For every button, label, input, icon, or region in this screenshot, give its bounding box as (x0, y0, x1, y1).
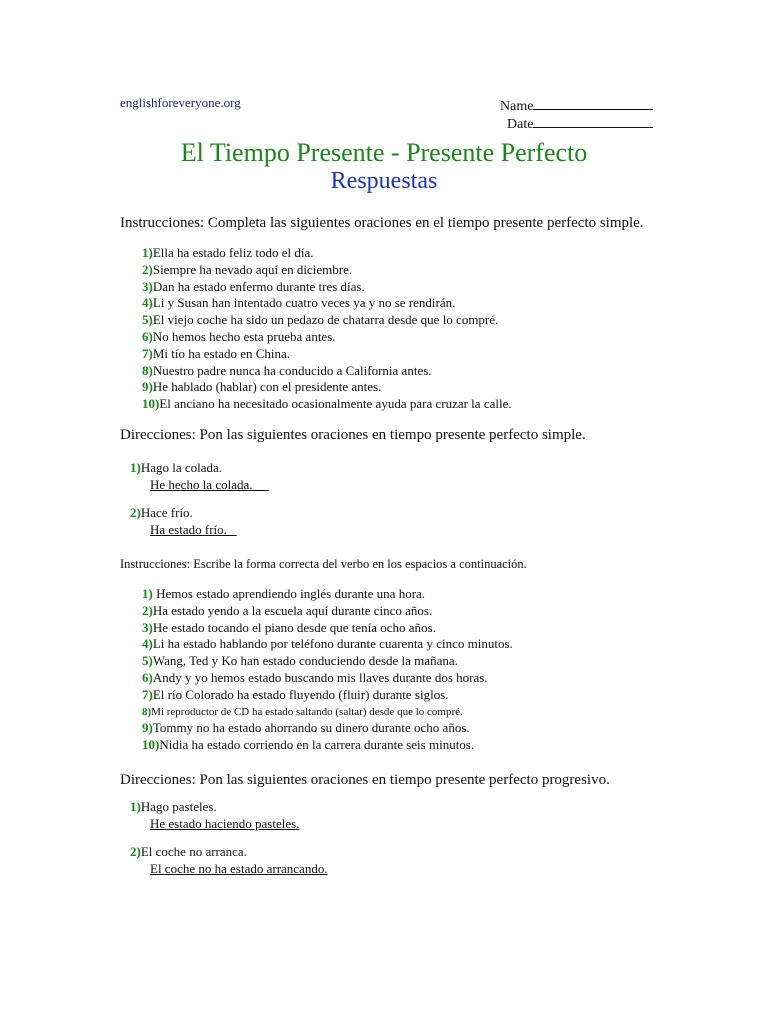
list-item (142, 670, 513, 687)
exercise-answer: Ha estado frío. (150, 521, 237, 537)
item-text: Ella ha estado feliz todo el día. (152, 245, 314, 260)
item-number: 5) (142, 653, 153, 669)
exercise-item (130, 505, 269, 538)
item-text: He hablado (hablar) con el presidente antes. (152, 379, 382, 395)
list-item (142, 396, 512, 413)
exercise-prompt (130, 799, 328, 816)
list-item (142, 329, 512, 346)
item-number: 7) (142, 686, 153, 702)
list-item (142, 312, 512, 329)
section1-list (142, 245, 512, 413)
item-text: Nidia ha estado corriendo en la carrera durante seis minutos. (159, 737, 475, 753)
list-item (142, 603, 513, 620)
item-number: 8) (142, 362, 153, 378)
list-item (142, 636, 513, 653)
item-text: Ha estado yendo a la escuela aquí durante cinco años. (152, 602, 433, 618)
item-text: Hemos estado aprendiendo inglés durante una hora. (152, 586, 426, 601)
list-item (142, 620, 513, 637)
item-number: 1) (130, 799, 141, 814)
section4-instructions: Direcciones: Pon las siguientes oraciones en tiempo presente perfecto progresivo. (120, 772, 610, 788)
item-number: 3) (142, 278, 153, 294)
item-text: El río Colorado ha estado fluyendo (fluir) durante siglos. (152, 686, 449, 702)
prompt-text: Hace frío. (140, 505, 193, 520)
item-number: 8) (142, 705, 152, 718)
page-subtitle: Respuestas (330, 168, 438, 194)
list-item (142, 704, 513, 721)
item-text: Li ha estado hablando por teléfono durante cuarenta y cinco minutos. (152, 636, 513, 652)
section3-instructions: Instrucciones: Escribe la forma correcta del verbo en los espacios a continuación. (120, 557, 527, 571)
item-number: 5) (142, 312, 153, 328)
prompt-text: El coche no arranca. (140, 844, 247, 859)
item-number: 1) (142, 586, 153, 601)
exercise-prompt (130, 844, 328, 861)
page-title: El Tiempo Presente - Presente Perfecto (180, 138, 588, 167)
item-number: 4) (142, 295, 153, 311)
item-text: Mi tío ha estado en China. (152, 345, 291, 361)
item-number: 6) (142, 328, 153, 344)
date-line (500, 115, 653, 133)
item-number: 10) (142, 396, 160, 412)
item-number: 1) (130, 460, 141, 475)
item-number: 2) (130, 505, 141, 520)
item-text: El viejo coche ha sido un pedazo de chatarra desde que lo compré. (152, 312, 499, 328)
prompt-text: Hago pasteles. (140, 799, 217, 814)
exercise-prompt (130, 460, 269, 477)
item-number: 2) (142, 602, 153, 618)
list-item (142, 245, 512, 262)
item-text: Wang, Ted y Ko han estado conduciendo desde la mañana. (152, 653, 458, 669)
item-number: 7) (142, 345, 153, 361)
list-item (142, 295, 512, 312)
item-number: 2) (130, 844, 141, 859)
date-label: Date (507, 117, 534, 132)
name-date-box (500, 97, 653, 133)
item-number: 3) (142, 619, 153, 635)
item-text: No hemos hecho esta prueba antes. (152, 328, 336, 344)
list-item (142, 262, 512, 279)
item-number: 2) (142, 261, 153, 277)
list-item (142, 586, 513, 603)
section2-exercises (130, 460, 269, 538)
list-item (142, 346, 512, 363)
item-text: Li y Susan han intentado cuatro veces ya y no se rendirán. (152, 295, 456, 311)
item-text: El anciano ha necesitado ocasionalmente ayuda para cruzar la calle. (159, 396, 512, 412)
name-line (500, 97, 653, 115)
site-url: englishforeveryone.org (120, 95, 241, 110)
section2-instructions: Direcciones: Pon las siguientes oraciones en tiempo presente perfecto simple. (120, 427, 586, 443)
list-item (142, 687, 513, 704)
name-label: Name (500, 99, 534, 114)
item-text: Dan ha estado enfermo durante tres días. (152, 278, 365, 294)
exercise-answer: He hecho la colada. (150, 476, 269, 492)
list-item (142, 737, 513, 754)
item-text: He estado tocando el piano desde que tenía ocho años. (152, 619, 436, 635)
item-number: 6) (142, 669, 153, 685)
item-number: 9) (142, 720, 153, 736)
exercise-answer: El coche no ha estado arrancando. (150, 860, 328, 876)
item-number: 9) (142, 379, 153, 395)
item-number: 1) (142, 245, 153, 260)
list-item (142, 653, 513, 670)
item-number: 10) (142, 737, 160, 753)
section3-list (142, 586, 513, 754)
item-text: Mi reproductor de CD ha estado saltando (saltar) desde que lo compré. (151, 705, 463, 718)
list-item (142, 363, 512, 380)
prompt-text: Hago la colada. (140, 460, 223, 475)
section4-exercises (130, 799, 328, 877)
list-item (142, 379, 512, 396)
section1-instructions: Instrucciones: Completa las siguientes oraciones en el tiempo presente perfecto simple. (120, 215, 644, 231)
exercise-answer: He estado haciendo pasteles. (150, 815, 300, 831)
item-text: Tommy no ha estado ahorrando su dinero durante ocho años. (152, 720, 470, 736)
item-number: 4) (142, 636, 153, 652)
exercise-item (130, 799, 328, 832)
item-text: Andy y yo hemos estado buscando mis llaves durante dos horas. (152, 669, 488, 685)
item-text: Nuestro padre nunca ha conducido a California antes. (152, 362, 432, 378)
exercise-item (130, 460, 269, 493)
exercise-item (130, 844, 328, 877)
list-item (142, 720, 513, 737)
item-text: Siempre ha nevado aquí en diciembre. (152, 261, 353, 277)
exercise-prompt (130, 505, 269, 522)
list-item (142, 279, 512, 296)
